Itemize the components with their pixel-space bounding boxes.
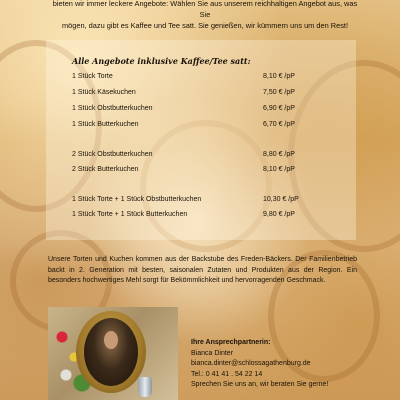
- price-row: [72, 196, 312, 206]
- price-item-name: 1 Stück Torte: [72, 73, 113, 80]
- portrait-painting: [84, 318, 138, 386]
- price-row: [72, 73, 312, 83]
- intro-line: bieten wir immer leckere Angebote: Wählen Sie aus unserem reichhaltigen Angebot aus, was Sie: [52, 0, 358, 19]
- contact-note: Sprechen Sie uns an, wir beraten Sie gerne!: [191, 381, 329, 388]
- price-row: [72, 151, 312, 161]
- price-item-price: 7,50 € /pP: [263, 89, 295, 96]
- contact-email[interactable]: bianca.dinter@schlossagathenburg.de: [191, 360, 311, 367]
- intro-line: mögen, dazu gibt es Kaffee und Tee satt. Sie genießen, wir kümmern uns um den Rest!: [61, 21, 349, 30]
- contact-name: Bianca Dinter: [191, 349, 234, 357]
- price-row: [72, 166, 312, 176]
- price-row: [72, 89, 312, 99]
- silver-vase: [138, 377, 152, 397]
- price-item-name: 1 Stück Torte + 1 Stück Butterkuchen: [72, 211, 188, 218]
- price-item-name: 2 Stück Butterkuchen: [72, 166, 139, 173]
- price-item-price: 6,90 € /pP: [263, 105, 295, 112]
- background-veil: [46, 40, 356, 240]
- bakery-description: Unsere Torten und Kuchen kommen aus der Backstube des Freden-Bäckers. Der Familienbetrieb backt in 2. Generation mit besten, saisonalen Zutaten und Produkten aus der Region. Ein besonders hochwertiges Mehl sorgt für Bekömmlichkeit und hervorragenden Geschmack.: [48, 256, 357, 284]
- portrait-face: [104, 331, 118, 349]
- background-ornament: [140, 120, 272, 252]
- price-item-price: 8,10 € /pP: [263, 73, 295, 80]
- price-row: [72, 211, 312, 221]
- price-item-price: 6,70 € /pP: [263, 121, 295, 128]
- offer-heading: Alle Angebote inklusive Kaffee/Tee satt:: [72, 56, 251, 66]
- price-row: [72, 121, 312, 131]
- price-item-name: 1 Stück Butterkuchen: [72, 121, 139, 128]
- contact-phone: Tel.: 0 41 41 . 54 22 14: [191, 370, 263, 378]
- price-item-name: 1 Stück Käsekuchen: [72, 89, 136, 96]
- price-item-name: 2 Stück Obstbutterkuchen: [72, 151, 153, 158]
- price-item-name: 1 Stück Obstbutterkuchen: [72, 105, 153, 112]
- price-item-name: 1 Stück Torte + 1 Stück Obstbutterkuchen: [72, 196, 202, 203]
- price-item-price: 8,80 € /pP: [263, 151, 295, 158]
- contact-title: Ihre Ansprechpartnerin:: [191, 339, 271, 346]
- price-item-price: 10,30 € /pP: [263, 196, 299, 203]
- price-row: [72, 105, 312, 115]
- intro-text: [50, 0, 360, 31]
- contact-photo: [48, 307, 178, 400]
- price-item-price: 9,80 € /pP: [263, 211, 295, 218]
- price-item-price: 8,10 € /pP: [263, 166, 295, 173]
- contact-block: [191, 338, 361, 391]
